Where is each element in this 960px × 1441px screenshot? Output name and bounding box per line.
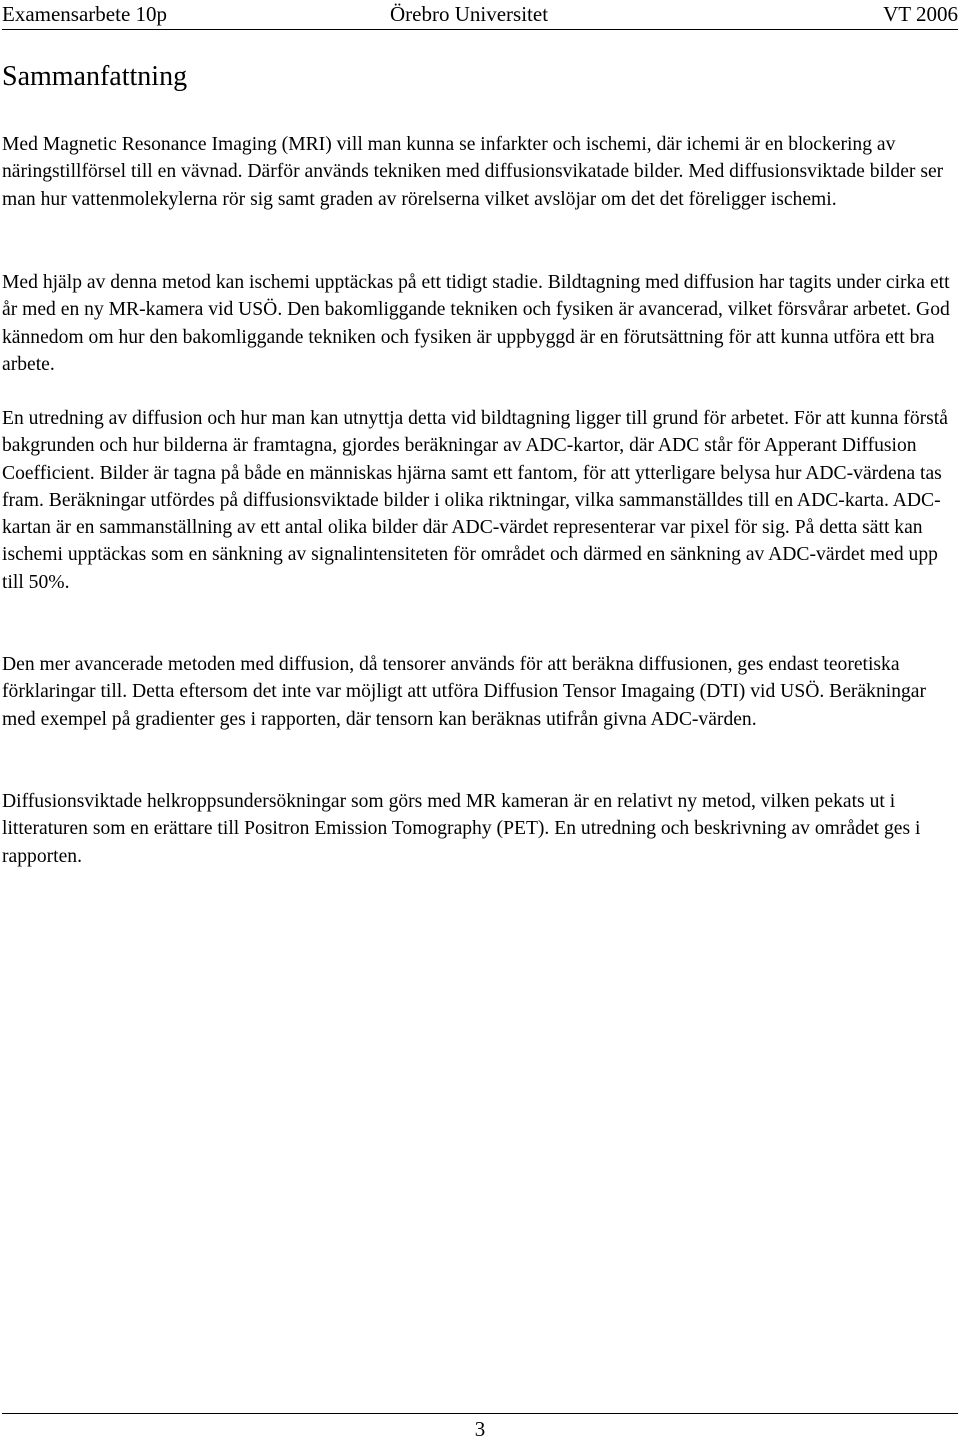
summary-paragraph-5: Diffusionsviktade helkroppsundersökningar som görs med MR kameran är en relativt ny metod, vilken pekats ut i litteraturen som en erättare till Positron Emission Tomography (PET). En utredning och beskrivning av området ges i rapporten.	[2, 791, 921, 867]
header-divider	[2, 29, 958, 30]
summary-paragraph-2: Med hjälp av denna metod kan ischemi upptäckas på ett tidigt stadie. Bildtagning med diffusion har tagits under cirka ett år med en ny MR-kamera vid USÖ. Den bakomliggande tekniken och fysiken är avancerad, vilket försvårar arbetet. God kännedom om hur den bakomliggande tekniken och fysiken är uppbyggd är en förutsättning för att kunna utföra ett bra arbete.	[2, 272, 950, 375]
page-header	[0, 0, 960, 30]
header-course-label: Examensarbete 10p	[2, 2, 168, 26]
summary-paragraph-1: Med Magnetic Resonance Imaging (MRI) vill man kunna se infarkter och ischemi, där ichemi är en blockering av näringstillförsel till en vävnad. Därför används tekniken med diffusionsvikatade bilder. Med diffusionsviktade bilder ser man hur vattenmolekylerna rör sig samt graden av rörelserna vilket avslöjar om det det föreligger ischemi.	[2, 134, 944, 210]
summary-paragraph-3: En utredning av diffusion och hur man kan utnyttja detta vid bildtagning ligger till grund för arbetet. För att kunna förstå bakgrunden och hur bilderna är framtagna, gjordes beräkningar av ADC-kartor, där ADC står för Apperant Diffusion Coefficient. Bilder är tagna på både en människas hjärna samt ett fantom, för att ytterligare belysa hur ADC-värdena tas fram. Beräkningar utfördes på diffusionsviktade bilder i olika riktningar, vilka sammanställdes till en ADC-karta. ADC-kartan är en sammanställning av ett antal olika bilder där ADC-värdet representerar var pixel för sig. På detta sätt kan ischemi upptäckas som en sänkning av signalintensiteten för området och därmed en sänkning av ADC-värdet med upp till 50%.	[2, 408, 948, 593]
header-university-label: Örebro Universitet	[390, 2, 549, 26]
section-title: Sammanfattning	[2, 61, 188, 92]
footer-divider	[2, 1413, 958, 1414]
page-number: 3	[474, 1417, 486, 1441]
summary-paragraph-4: Den mer avancerade metoden med diffusion, då tensorer används för att beräkna diffusionen, ges endast teoretiska förklaringar till. Detta eftersom det inte var möjligt att utföra Diffusion Tensor Imagaing (DTI) vid USÖ. Beräkningar med exempel på gradienter ges i rapporten, där tensorn kan beräknas utifrån givna ADC-värden.	[2, 654, 927, 730]
header-term-label: VT 2006	[883, 2, 958, 26]
